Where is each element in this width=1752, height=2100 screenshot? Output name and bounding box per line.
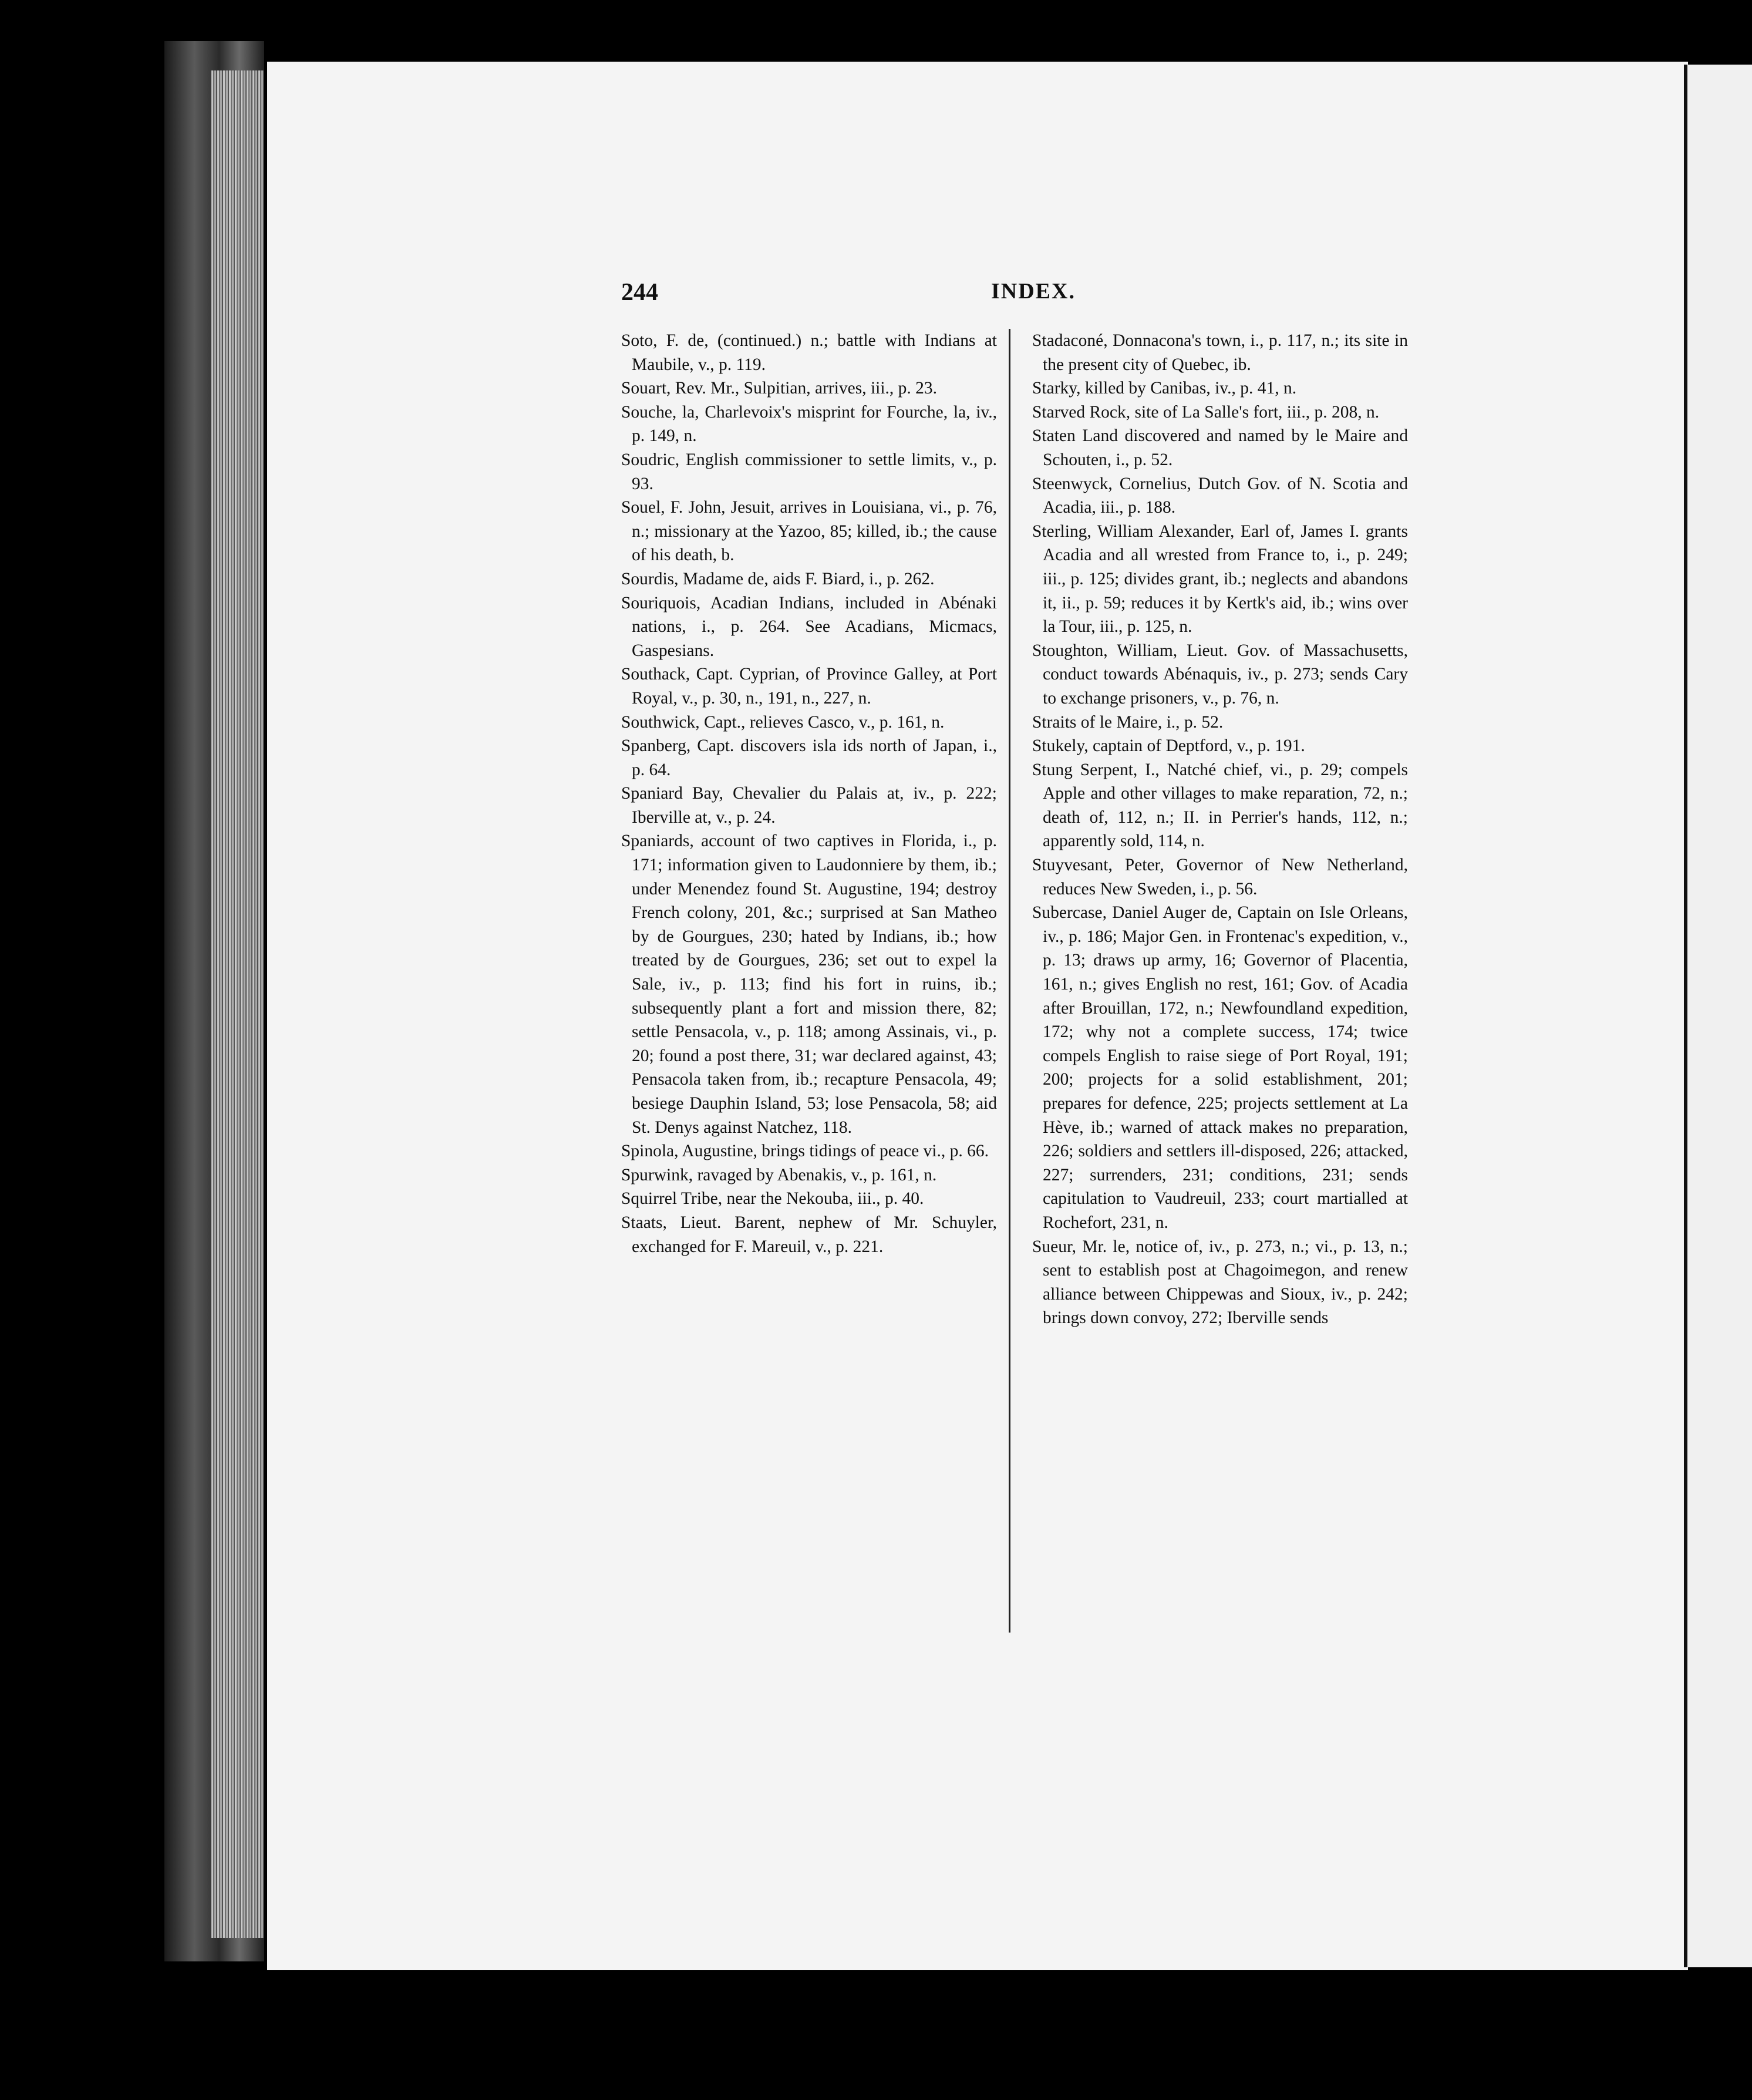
index-entry: Stuyvesant, Peter, Governor of New Netherland, reduces New Sweden, i., p. 56. [1032, 856, 1408, 898]
index-entry: Sueur, Mr. le, notice of, iv., p. 273, n.; vi., p. 13, n.; sent to establish post at Chagoimegon, and renew alliance between Chippewas and Sioux, iv., p. 242; brings down convoy, 272; Iberville sends [1032, 1237, 1408, 1328]
index-entry: Souart, Rev. Mr., Sulpitian, arrives, iii., p. 23. [621, 379, 938, 398]
index-entry: Staten Land discovered and named by le Maire and Schouten, i., p. 52. [1032, 426, 1408, 469]
index-entry: Sterling, William Alexander, Earl of, James I. grants Acadia and all wrested from France to, i., p. 249; iii., p. 125; divides grant, ib.; neglects and abandons it, ii., p. 59; reduces it by Kertk's aid, ib.; wins over la Tour, iii., p. 125, n. [1032, 521, 1408, 637]
index-entry: Souche, la, Charlevoix's misprint for Fourche, la, iv., p. 149, n. [621, 402, 997, 446]
index-entry: Stoughton, William, Lieut. Gov. of Massachusetts, conduct towards Abénaquis, iv., p. 273; sends Cary to exchange prisoners, v., p. 76, n. [1032, 641, 1408, 708]
index-entry: Squirrel Tribe, near the Nekouba, iii., p. 40. [621, 1189, 924, 1209]
index-entry: Subercase, Daniel Auger de, Captain on Isle Orleans, iv., p. 186; Major Gen. in Frontenac's expedition, v., p. 13; draws up army, 16; Governor of Placentia, 161, n.; gives English no rest, 161; Gov. of Acadia after Brouillan, 172, n.; Newfoundland expedition, 172; why not a complete success, 174; twice compels English to raise siege of Port Royal, 191; 200; projects for a solid establishment, 201; prepares for defence, 225; projects settlement at La Hève, ib.; warned of attack makes no preparation, 226; soldiers and settlers ill-disposed, 226; attacked, 227; surrenders, 231; conditions, 231; sends capitulation to Vaudreuil, 233; court martialled at Rochefort, 231, n. [1032, 903, 1408, 1232]
index-entry: Straits of le Maire, i., p. 52. [1032, 712, 1224, 732]
index-entry: Soto, F. de, (continued.) n.; battle with Indians at Maubile, v., p. 119. [621, 331, 997, 374]
facing-page-edge [1684, 65, 1752, 1967]
index-entry: Stukely, captain of Deptford, v., p. 191. [1032, 736, 1305, 756]
column-divider [1009, 329, 1010, 1633]
index-entry: Staats, Lieut. Barent, nephew of Mr. Schuyler, exchanged for F. Mareuil, v., p. 221. [621, 1213, 997, 1256]
index-entry: Starky, killed by Canibas, iv., p. 41, n. [1032, 379, 1297, 398]
index-entry: Spaniards, account of two captives in Florida, i., p. 171; information given to Laudonniere by them, ib.; under Menendez found St. Augustine, 194; destroy French colony, 201, &c.; surprised at San Matheo by de Gourgues, 230; hated by Indians, ib.; how treated by de Gourgues, 236; set out to expel la Sale, iv., p. 113; find his fort in ruins, ib.; subsequently plant a fort and mission there, 82; settle Pensacola, v., p. 118; among Assinais, vi., p. 20; found a post there, 31; war declared against, 43; Pensacola taken from, ib.; recapture Pensacola, 49; besiege Dauphin Island, 53; lose Pensacola, 58; aid St. Denys against Natchez, 118. [621, 832, 997, 1137]
index-entry: Soudric, English commissioner to settle limits, v., p. 93. [621, 450, 997, 493]
page-header [621, 278, 1431, 314]
index-entry: Starved Rock, site of La Salle's fort, iii., p. 208, n. [1032, 402, 1380, 422]
index-entry: Spaniard Bay, Chevalier du Palais at, iv., p. 222; Iberville at, v., p. 24. [621, 784, 997, 827]
index-entry: Spinola, Augustine, brings tidings of peace vi., p. 66. [621, 1142, 989, 1161]
index-entry: Sourdis, Madame de, aids F. Biard, i., p. 262. [621, 569, 935, 588]
page-edges [211, 70, 264, 1938]
index-entry: Southwick, Capt., relieves Casco, v., p. 161, n. [621, 712, 945, 732]
index-entry: Souriquois, Acadian Indians, included in Abénaki nations, i., p. 264. See Acadians, Micmacs, Gaspesians. [621, 593, 997, 660]
index-entry: Spanberg, Capt. discovers isla ids north of Japan, i., p. 64. [621, 736, 997, 779]
index-entry: Spurwink, ravaged by Abenakis, v., p. 161, n. [621, 1165, 937, 1184]
running-title: INDEX. [991, 279, 1076, 304]
index-entry: Steenwyck, Cornelius, Dutch Gov. of N. Scotia and Acadia, iii., p. 188. [1032, 474, 1408, 517]
index-entry: Southack, Capt. Cyprian, of Province Galley, at Port Royal, v., p. 30, n., 191, n., 227, n. [621, 665, 997, 708]
index-column-right [1032, 329, 1408, 1330]
index-column-left [621, 329, 997, 1258]
index-entry: Stung Serpent, I., Natché chief, vi., p. 29; compels Apple and other villages to make reparation, 72, n.; death of, 112, n.; II. in Perrier's hands, 112, n.; apparently sold, 114, n. [1032, 760, 1408, 851]
index-entry: Souel, F. John, Jesuit, arrives in Louisiana, vi., p. 76, n.; missionary at the Yazoo, 85; killed, ib.; the cause of his death, b. [621, 498, 997, 565]
index-entry: Stadaconé, Donnacona's town, i., p. 117, n.; its site in the present city of Quebec, ib. [1032, 331, 1408, 374]
page-number: 244 [621, 279, 658, 306]
